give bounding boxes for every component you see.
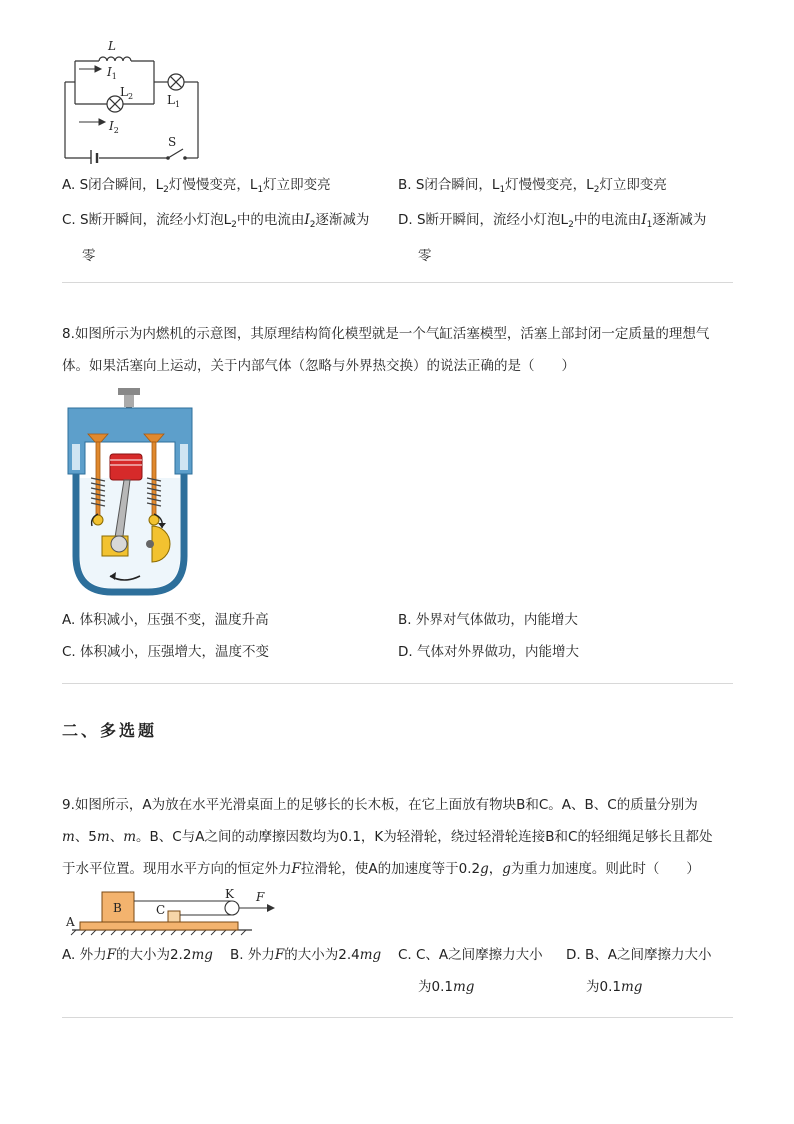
engine-diagram bbox=[62, 386, 198, 598]
q9-stem-line2: m、5m、m。B、C与A之间的动摩擦因数均为0.1，K为轻滑轮，绕过轻滑轮连接B和C的轻细绳足够长且都处 bbox=[62, 829, 713, 845]
q7-option-b[interactable]: B. S闭合瞬间，$L_1$灯慢慢变亮，$L_2$灯立即变亮 bbox=[398, 177, 667, 195]
block-c-label: C bbox=[156, 903, 166, 917]
section-heading: 二、多选题 bbox=[62, 721, 158, 740]
q8-stem-line2: 体。如果活塞向上运动，关于内部气体（忽略与外界热交换）的说法正确的是（ ） bbox=[62, 358, 575, 374]
q8-stem-line1: 8.如图所示为内燃机的示意图，其原理结构简化模型就是一个气缸活塞模型，活塞上部封闭一定质量的理想气 bbox=[62, 326, 710, 342]
q9-option-c-line2: 为0.1mg bbox=[418, 979, 475, 995]
q8-option-c[interactable]: C. 体积减小，压强增大，温度不变 bbox=[62, 644, 270, 660]
board-a-label: A bbox=[66, 915, 75, 929]
q9-option-b[interactable]: B. 外力F的大小为2.4mg bbox=[230, 947, 382, 963]
q9-stem-line1: 9.如图所示，A为放在水平光滑桌面上的足够长的长木板，在它上面放有物块B和C。A、B、C的质量分别为 bbox=[62, 797, 698, 813]
q7-option-d[interactable]: D. S断开瞬间，流经小灯泡$L_2$中的电流由$I_1$逐渐减为 bbox=[398, 212, 707, 230]
q9-option-d[interactable]: D. B、A之间摩擦力大小 bbox=[566, 947, 712, 963]
pulley-k-label: K bbox=[225, 887, 234, 901]
switch-label: S bbox=[168, 135, 177, 149]
q7-option-c-line2: 零 bbox=[82, 248, 96, 264]
q9-option-c[interactable]: C. C、A之间摩擦力大小 bbox=[398, 947, 543, 963]
q8-option-d[interactable]: D. 气体对外界做功，内能增大 bbox=[398, 644, 579, 660]
q9-option-a[interactable]: A. 外力F的大小为2.2mg bbox=[62, 947, 213, 963]
q9-stem-line3: 于水平位置。现用水平方向的恒定外力F拉滑轮，使A的加速度等于0.2g，g为重力加速度。则此时（ ） bbox=[62, 861, 700, 877]
q7-option-a[interactable]: A. S闭合瞬间，$L_2$灯慢慢变亮，$L_1$灯立即变亮 bbox=[62, 177, 331, 195]
lamp-l2-label: $L_2$ bbox=[120, 85, 134, 101]
circuit-diagram bbox=[55, 34, 215, 164]
block-b-label: B bbox=[113, 901, 122, 915]
force-f-label: F bbox=[256, 890, 265, 904]
current-i1-label: $I_1$ bbox=[107, 65, 117, 81]
divider bbox=[62, 683, 733, 684]
q7-option-c[interactable]: C. S断开瞬间，流经小灯泡$L_2$中的电流由$I_2$逐渐减为 bbox=[62, 212, 370, 230]
inductor-label: L bbox=[108, 39, 116, 53]
q9-option-d-line2: 为0.1mg bbox=[586, 979, 643, 995]
divider bbox=[62, 282, 733, 283]
pulley-diagram bbox=[62, 884, 282, 938]
current-i2-label: $I_2$ bbox=[109, 119, 119, 135]
q7-option-d-line2: 零 bbox=[418, 248, 432, 264]
divider bbox=[62, 1017, 733, 1018]
q8-option-b[interactable]: B. 外界对气体做功，内能增大 bbox=[398, 612, 578, 628]
lamp-l1-label: $L_1$ bbox=[167, 93, 181, 109]
q8-option-a[interactable]: A. 体积减小，压强不变，温度升高 bbox=[62, 612, 269, 628]
